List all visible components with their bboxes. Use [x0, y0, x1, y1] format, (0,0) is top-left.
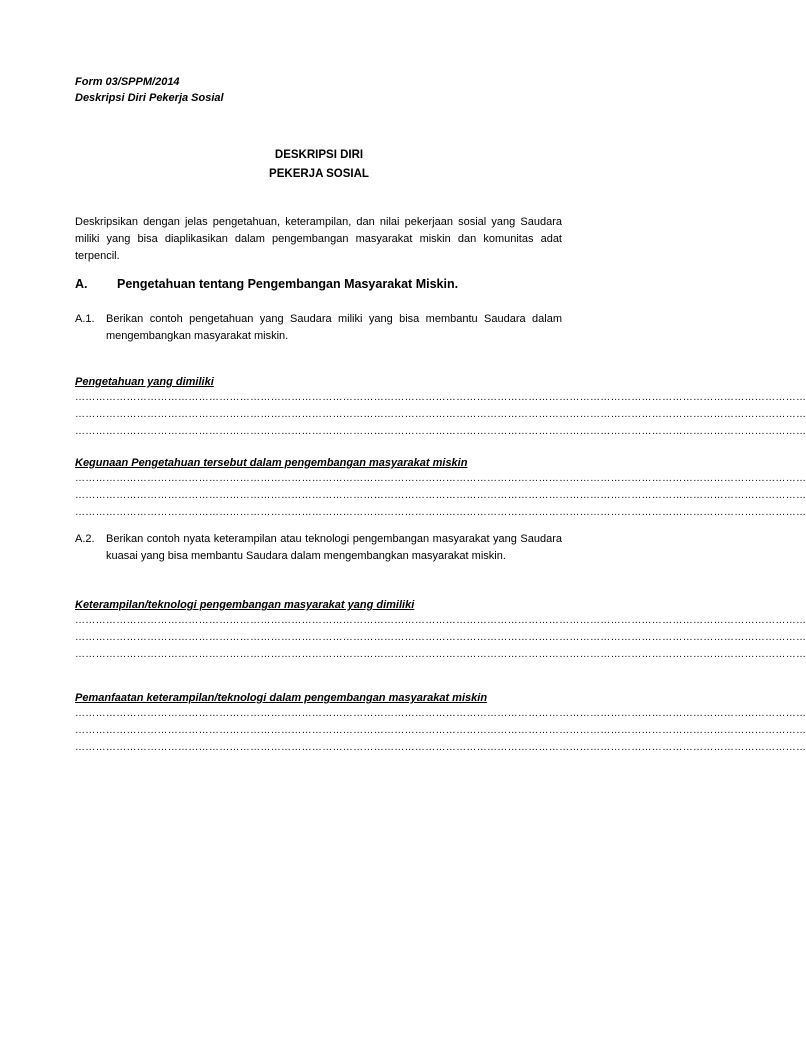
section-a-title: Pengetahuan tentang Pengembangan Masyarakat Miskin. — [117, 277, 459, 291]
answer-line[interactable]: …………………………………………………………………………………………………………………………………………………………………………………………… — [75, 507, 806, 518]
title-line-1: DESKRIPSI DIRI — [274, 149, 364, 161]
question-text: Berikan contoh pengetahuan yang Saudara miliki yang bisa membantu Saudara dalam mengembangkan masyarakat miskin. — [106, 313, 562, 342]
answer-line[interactable]: …………………………………………………………………………………………………………………………………………………………………………………………… — [75, 632, 806, 643]
question-text: Berikan contoh nyata keterampilan atau teknologi pengembangan masyarakat yang Saudara kuasai yang bisa membantu Saudara dalam mengembangkan masyarakat miskin. — [106, 533, 562, 562]
field-label-pemanfaatan: Pemanfaatan keterampilan/teknologi dalam pengembangan masyarakat miskin — [75, 692, 488, 704]
answer-line[interactable]: …………………………………………………………………………………………………………………………………………………………………………………………… — [75, 392, 806, 403]
answer-line[interactable]: …………………………………………………………………………………………………………………………………………………………………………………………… — [75, 742, 806, 753]
title-line-2: PEKERJA SOSIAL — [269, 168, 369, 180]
answer-line[interactable]: …………………………………………………………………………………………………………………………………………………………………………………………… — [75, 490, 806, 501]
field-label-keterampilan: Keterampilan/teknologi pengembangan masyarakat yang dimiliki — [75, 599, 415, 611]
form-header — [75, 74, 224, 106]
answer-line[interactable]: …………………………………………………………………………………………………………………………………………………………………………………………… — [75, 725, 806, 736]
answer-line[interactable]: …………………………………………………………………………………………………………………………………………………………………………………………… — [75, 708, 806, 719]
answer-line[interactable]: …………………………………………………………………………………………………………………………………………………………………………………………… — [75, 473, 806, 484]
field-label-pengetahuan: Pengetahuan yang dimiliki — [75, 376, 214, 388]
answer-line[interactable]: …………………………………………………………………………………………………………………………………………………………………………………………… — [75, 649, 806, 660]
intro-paragraph: Deskripsikan dengan jelas pengetahuan, keterampilan, dan nilai pekerjaan sosial yang Saudara miliki yang bisa diaplikasikan dalam pengembangan masyarakat miskin dan komunitas adat terpencil. — [75, 216, 562, 262]
question-number: A.2. — [75, 533, 95, 545]
answer-line[interactable]: …………………………………………………………………………………………………………………………………………………………………………………………… — [75, 426, 806, 437]
answer-line[interactable]: …………………………………………………………………………………………………………………………………………………………………………………………… — [75, 409, 806, 420]
document-title — [0, 146, 638, 184]
question-number: A.1. — [75, 313, 95, 325]
form-code: Form 03/SPPM/2014 — [75, 76, 180, 88]
field-label-kegunaan: Kegunaan Pengetahuan tersebut dalam pengembangan masyarakat miskin — [75, 457, 468, 469]
section-a-letter: A. — [75, 277, 88, 291]
answer-line[interactable]: …………………………………………………………………………………………………………………………………………………………………………………………… — [75, 615, 806, 626]
question-a2 — [75, 531, 562, 565]
section-a-heading — [75, 276, 575, 292]
form-subtitle: Deskripsi Diri Pekerja Sosial — [75, 92, 224, 104]
question-a1 — [75, 311, 562, 345]
